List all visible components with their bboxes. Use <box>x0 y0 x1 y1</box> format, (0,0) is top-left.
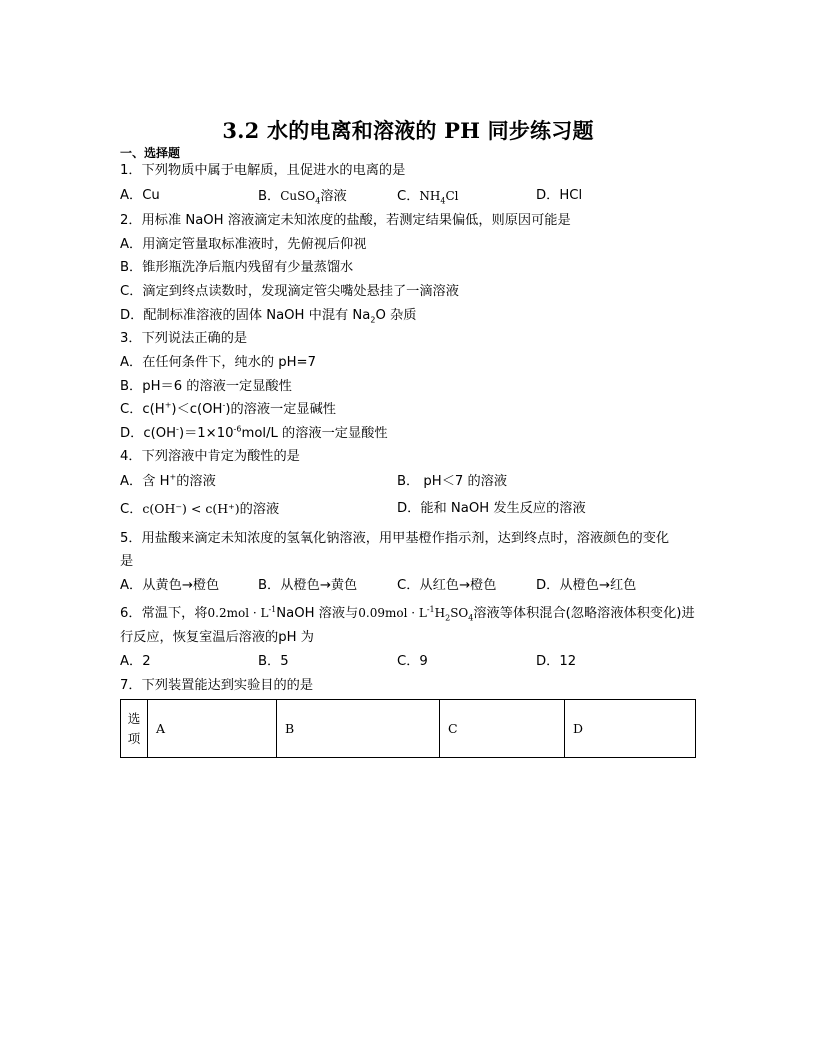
question-1-stem: 1．下列物质中属于电解质，且促进水的电离的是 <box>120 163 406 178</box>
question-1-option-c <box>397 188 459 205</box>
formula-sulfuric-acid: $0.09mol \cdot L^{-1}H_2SO_4$ <box>358 605 474 623</box>
formula-naoh-concentration: $0.2mol \cdot L^{-1}$ <box>207 605 277 620</box>
question-2-option-a: A．用滴定管量取标准液时，先俯视后仰视 <box>120 237 367 252</box>
question-1-option-d: D．HCl <box>536 188 583 203</box>
question-1-option-a: A．Cu <box>120 188 160 203</box>
formula-ion-concentration: c(OH⁻) < c(H⁺) <box>142 501 240 516</box>
question-1-option-b <box>258 188 347 205</box>
question-5-option-c: C．从红色→橙色 <box>397 578 497 593</box>
question-3-option-a: A．在任何条件下，纯水的 pH=7 <box>120 355 317 370</box>
question-5-option-b: B．从橙色→黄色 <box>258 578 358 593</box>
option-label: C． <box>397 189 420 204</box>
question-6-option-d: D．12 <box>536 654 577 669</box>
question-3-stem: 3．下列说法正确的是 <box>120 331 248 346</box>
question-3-option-b: B．pH＝6 的溶液一定显酸性 <box>120 379 292 394</box>
table-cell-c: C <box>440 700 565 758</box>
question-6-option-b: B．5 <box>258 654 289 669</box>
question-2-option-d: D．配制标准溶液的固体 NaOH 中混有 $Na_2O$ 杂质 <box>120 308 417 325</box>
page-title: 3.2 水的电离和溶液的 PH 同步练习题 <box>222 118 594 143</box>
table-row <box>121 700 696 758</box>
table-cell-a: A <box>148 700 277 758</box>
option-label: B． <box>258 189 281 204</box>
question-4-option-c: C．c(OH⁻) < c(H⁺)的溶液 <box>120 501 280 517</box>
question-5-option-a: A．从黄色→橙色 <box>120 578 220 593</box>
section-heading: 一、选择题 <box>120 146 181 160</box>
question-5-stem-line-1: 5．用盐酸来滴定未知浓度的氢氧化钠溶液，用甲基橙作指示剂，达到终点时，溶液颜色的变化 <box>120 531 670 546</box>
table-header-cell: 选 项 <box>121 700 148 758</box>
table-cell-d: D <box>565 700 696 758</box>
question-7-stem: 7．下列装置能达到实验目的的是 <box>120 678 314 693</box>
question-4-stem: 4．下列溶液中肯定为酸性的是 <box>120 449 300 464</box>
table-cell-b: B <box>277 700 440 758</box>
formula-ammonium-chloride: $NH_4Cl$ <box>419 189 459 206</box>
question-2-stem: 2．用标准 NaOH 溶液滴定未知浓度的盐酸，若测定结果偏低，则原因可能是 <box>120 213 571 228</box>
question-5-option-d: D．从橙色→红色 <box>536 578 637 593</box>
question-4-option-a: A．含 H+的溶液 <box>120 472 216 489</box>
question-6-option-c: C．9 <box>397 654 428 669</box>
question-2-option-c: C．滴定到终点读数时，发现滴定管尖嘴处悬挂了一滴溶液 <box>120 284 459 299</box>
question-4-option-d: D．能和 NaOH 发生反应的溶液 <box>397 501 586 516</box>
question-3-option-d: D．$c(OH^-)=1\times 10^{-6}mol/L$ 的溶液一定显酸性 <box>120 424 388 441</box>
question-5-stem-line-2: 是 <box>120 554 134 569</box>
question-6-option-a: A．2 <box>120 654 151 669</box>
option-text: 溶液 <box>320 189 347 204</box>
question-4-option-b: B． pH＜7 的溶液 <box>397 474 508 489</box>
question-6-stem-line-1: 6．常温下，将$0.2mol \cdot L^{-1}NaOH$ 溶液与$0.09mol \cdot L^{-1}H_2SO_4$溶液等体积混合(忽略溶液体积变化)进 <box>120 605 695 623</box>
question-6-stem-line-2: 行反应，恢复室温后溶液的pH 为 <box>120 630 314 645</box>
question-7-table <box>120 699 696 758</box>
question-2-option-b: B．锥形瓶洗净后瓶内残留有少量蒸馏水 <box>120 260 354 275</box>
question-3-option-c: C．c(H+)＜c(OH-)的溶液一定显碱性 <box>120 400 336 417</box>
formula-copper-sulfate: CuSO$_4$ <box>280 189 321 206</box>
